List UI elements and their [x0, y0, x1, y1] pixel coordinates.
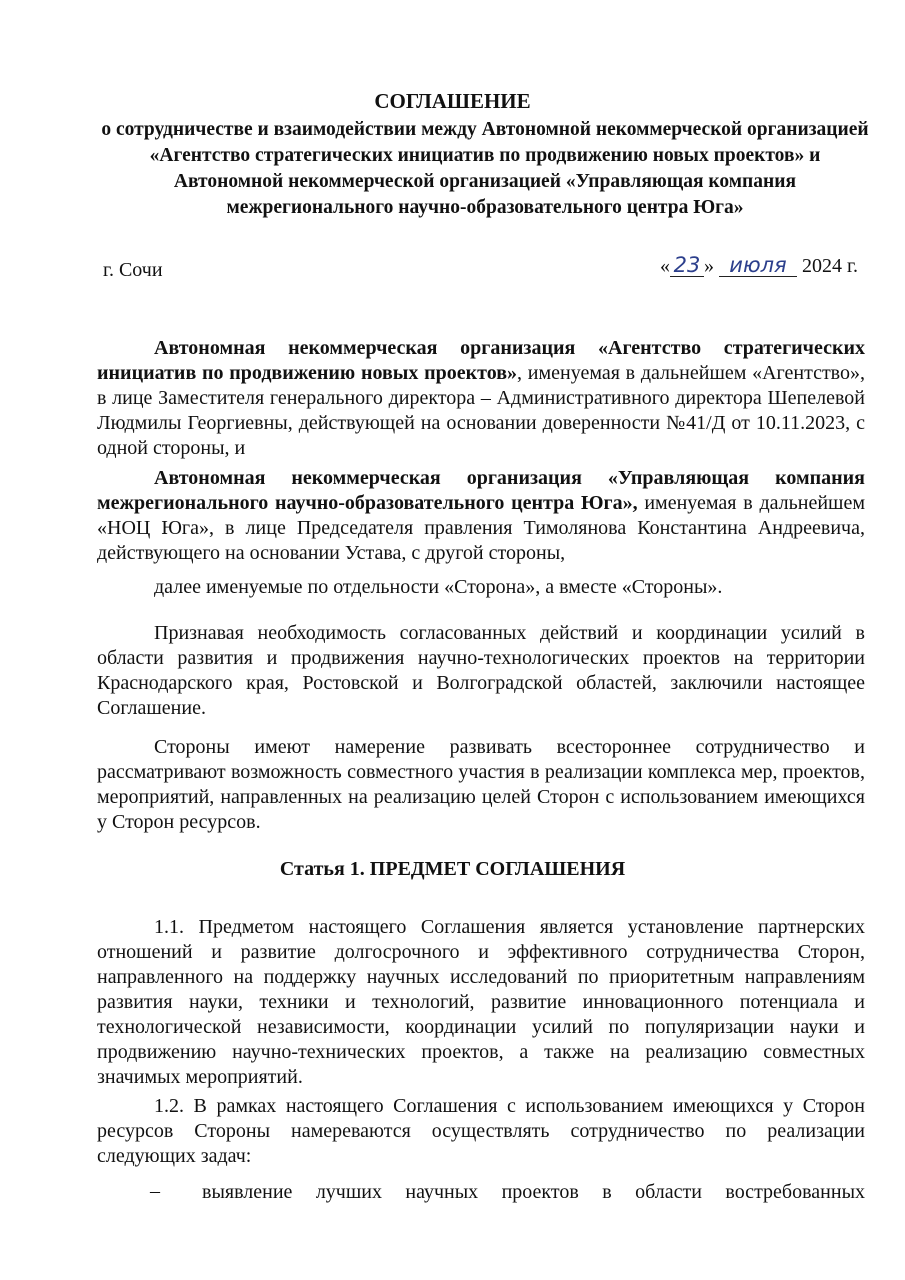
date-day-handwritten: 23: [670, 254, 704, 277]
recital-1: Признавая необходимость согласованных действий и координации усилий в области развития и продвижения научно-технологических проектов на территории Краснодарского края, Ростовской и Волгоградской областей, заключили настоящее Соглашение.: [97, 622, 865, 719]
clause-1-2: 1.2. В рамках настоящего Соглашения с использованием имеющихся у Сторон ресурсов Стороны намереваются осуществлять сотрудничество по реализации следующих задач:: [97, 1095, 865, 1167]
bullet-dash: –: [150, 1180, 160, 1202]
document-subtitle: о сотрудничестве и взаимодействии между Автономной некоммерческой организацией «Агентство стратегических инициатив по продвижению новых проектов» и Автономной некоммерческой организацией «Управляющая компания межрегионального научно-образовательного центра Юга»: [101, 119, 869, 218]
party2-name: Автономная некоммерческая организация «Управляющая компания межрегионального научно-образовательного центра Юга»,: [97, 467, 865, 514]
date-year: 2024 г.: [802, 255, 858, 277]
party1-text: , именуемая в дальнейшем «Агентство», в лице Заместителя генерального директора – Административного директора Шепелевой Людмилы Георгиевны, действующей на основании доверенности №41/Д от 10.11.2023, с одной стороны, и: [97, 362, 865, 459]
party2-text: именуемая в дальнейшем «НОЦ Юга», в лице Председателя правления Тимолянова Константина Андреевича, действующего на основании Устава, с другой стороны,: [97, 492, 865, 564]
article-1-heading: Статья 1. ПРЕДМЕТ СОГЛАШЕНИЯ: [279, 858, 626, 880]
city: г. Сочи: [103, 259, 163, 281]
signing-date: [660, 254, 858, 278]
date-month-handwritten: июля: [719, 254, 797, 277]
bullet-item-1: выявление лучших научных проектов в области востребованных: [202, 1181, 865, 1203]
clause-1-1: 1.1. Предметом настоящего Соглашения является установление партнерских отношений и развитие долгосрочного и эффективного сотрудничества Сторон, направленного на поддержку научных исследований по приоритетным направлениям развития науки, техники и технологий, развитие инновационного потенциала и технологической независимости, координации усилий по популяризации науки и продвижению научно-технических проектов, а также на реализацию совместных значимых мероприятий.: [97, 916, 865, 1088]
date-open-quote: «: [660, 255, 670, 277]
date-close-quote: »: [704, 255, 714, 277]
party1-paragraph: [97, 336, 865, 461]
together-paragraph: далее именуемые по отдельности «Сторона», а вместе «Стороны».: [154, 576, 723, 598]
recital-2: Стороны имеют намерение развивать всестороннее сотрудничество и рассматривают возможность совместного участия в реализации комплекса мер, проектов, мероприятий, направленных на реализацию целей Сторон с использованием имеющихся у Сторон ресурсов.: [97, 736, 865, 833]
party1-name: Автономная некоммерческая организация «Агентство стратегических инициатив по продвижению новых проектов»: [97, 337, 865, 384]
document-title: СОГЛАШЕНИЕ: [374, 89, 531, 113]
party2-paragraph: [97, 466, 865, 566]
